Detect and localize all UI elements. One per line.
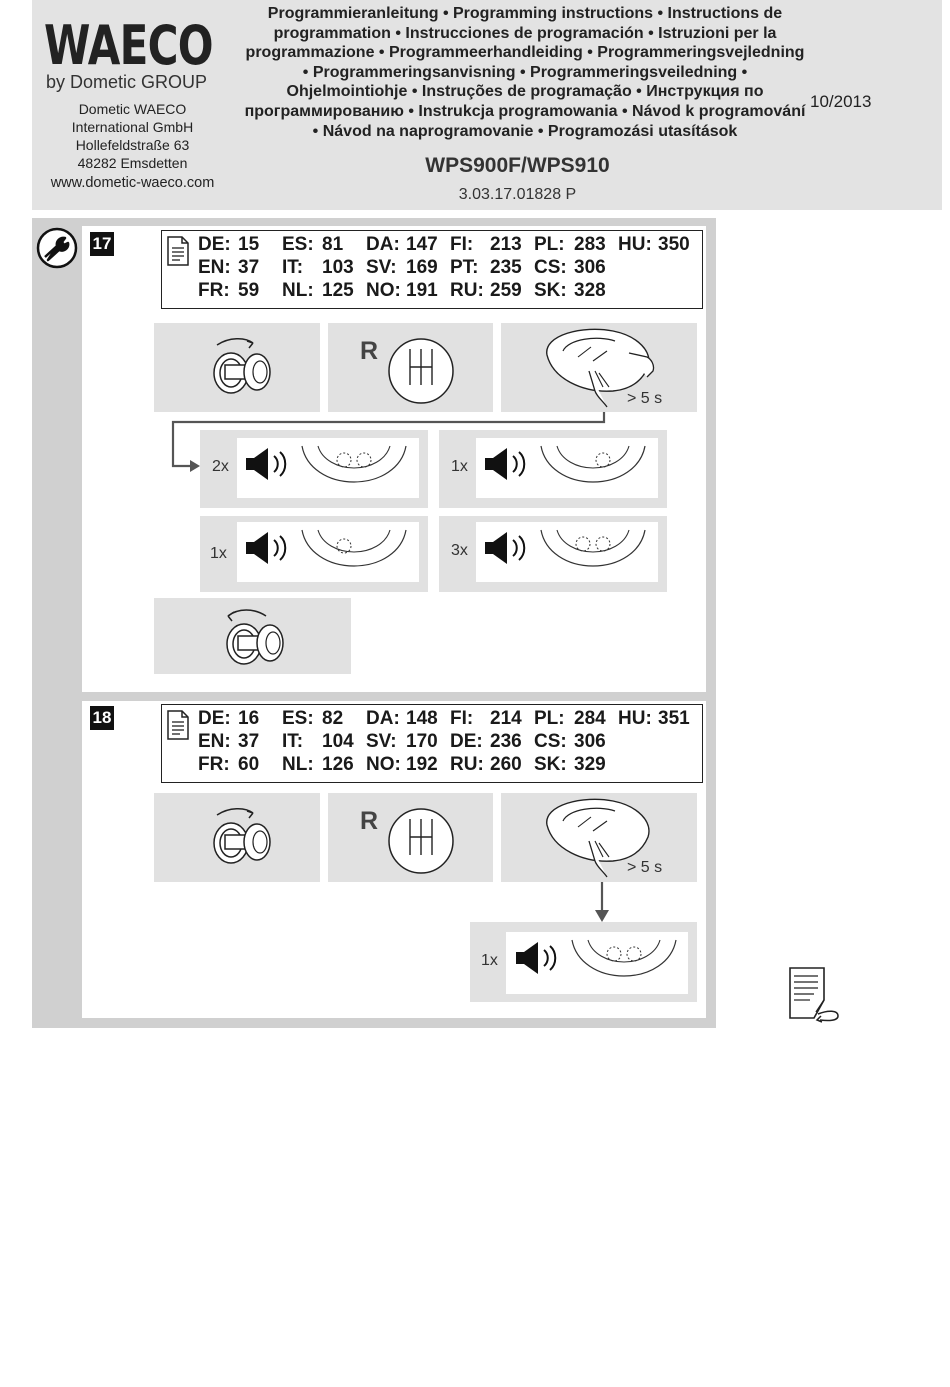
speaker-wheel-icon [514, 940, 682, 990]
address-line: Dometic WAECO [78, 101, 187, 117]
step-number: 17 [90, 232, 114, 256]
page-number: 16 [238, 708, 260, 729]
language-code: FR: [198, 280, 230, 302]
language-code: RU: [450, 754, 484, 776]
title-line: • Programmeringsanvisning • Programmeringsveiledning • [302, 63, 748, 81]
page-back-icon[interactable] [788, 966, 842, 1022]
page-number: 351 [658, 708, 690, 729]
gear-shift-icon [388, 807, 456, 875]
ignition-key-icon [209, 335, 275, 397]
ignition-on-tile [154, 323, 320, 412]
language-code: NL: [282, 754, 314, 776]
language-code: IT: [282, 257, 304, 279]
address-line: International GmbH [71, 119, 194, 135]
hold-duration: > 5 s [627, 859, 663, 876]
language-code: FI: [450, 708, 474, 729]
page-number: 284 [574, 708, 606, 729]
language-code: DA: [366, 234, 400, 255]
language-code: FI: [450, 234, 474, 255]
language-code: FR: [198, 754, 230, 776]
language-code: ES: [282, 708, 314, 729]
language-code: NL: [282, 280, 314, 302]
page-number: 306 [574, 257, 606, 279]
page-number: 350 [658, 234, 690, 255]
part-number: 3.03.17.01828 P [458, 186, 577, 203]
speaker-wheel-icon [483, 530, 651, 580]
language-code: PL: [534, 708, 565, 729]
ignition-on-tile [154, 793, 320, 882]
signal-count: 1x [451, 458, 468, 475]
language-code: IT: [282, 731, 304, 753]
language-code: DE: [198, 234, 231, 255]
page-number: 126 [322, 754, 354, 776]
press-button-tile [501, 793, 697, 882]
language-code: PL: [534, 234, 565, 255]
step-number: 18 [90, 706, 114, 730]
logo-tagline: by Dometic GROUP [46, 72, 208, 92]
signal-tile [200, 516, 428, 592]
title-line: программированию • Instrukcja programowania • Návod k programování [244, 102, 806, 120]
page-number: 235 [490, 257, 522, 279]
language-code: RU: [450, 280, 484, 302]
signal-count: 1x [210, 545, 227, 562]
title-line: • Návod na naprogramovanie • Programozási utasítások [312, 122, 738, 140]
page-number: 169 [406, 257, 438, 279]
page-number: 214 [490, 708, 522, 729]
page-number: 192 [406, 754, 438, 776]
page-number: 191 [406, 280, 438, 302]
model-name: WPS900F/WPS910 [425, 154, 610, 177]
page-number: 236 [490, 731, 522, 753]
language-code: HU: [618, 234, 652, 255]
language-code: SK: [534, 754, 567, 776]
page-number: 59 [238, 280, 260, 302]
speaker-wheel-icon [483, 446, 651, 496]
language-code: DE: [198, 708, 231, 729]
reverse-gear-tile [328, 323, 493, 412]
page-number: 125 [322, 280, 354, 302]
address-line: 48282 Emsdetten [77, 155, 188, 171]
language-code: CS: [534, 257, 567, 279]
reverse-gear-label: R [360, 807, 379, 835]
page-number: 260 [490, 754, 522, 776]
language-code: HU: [618, 708, 652, 729]
signal-count: 2x [212, 458, 229, 475]
signal-tile [470, 922, 697, 1002]
page-number: 104 [322, 731, 354, 753]
language-code: EN: [198, 731, 231, 753]
reverse-gear-tile [328, 793, 493, 882]
title-line: Programmieranleitung • Programming instructions • Instructions de [267, 5, 783, 22]
page-number: 283 [574, 234, 606, 255]
language-code: DE: [450, 731, 483, 753]
language-code: NO: [366, 280, 401, 302]
page-number: 37 [238, 257, 260, 279]
ignition-off-tile [154, 598, 351, 674]
page-number: 147 [406, 234, 438, 255]
language-code: SK: [534, 280, 567, 302]
page-number: 37 [238, 731, 260, 753]
language-code: SV: [366, 731, 397, 753]
language-code: PT: [450, 257, 479, 279]
issue-date: 10/2013 [810, 92, 872, 111]
wrench-icon [36, 227, 78, 269]
page-number: 306 [574, 731, 606, 753]
address-line: Hollefeldstraße 63 [75, 137, 190, 153]
page-number: 81 [322, 234, 344, 255]
page-reference-box [161, 704, 703, 783]
hold-duration: > 5 s [627, 390, 663, 407]
signal-tile [200, 430, 428, 508]
ignition-key-icon [222, 606, 288, 668]
page-number: 103 [322, 257, 354, 279]
flow-arrow [594, 882, 610, 924]
page-number: 170 [406, 731, 438, 753]
title-line: programmation • Instrucciones de programación • Istruzioni per la [273, 24, 777, 42]
press-button-tile [501, 323, 697, 412]
speaker-wheel-icon [244, 446, 412, 496]
language-code: ES: [282, 234, 314, 255]
page-number: 213 [490, 234, 522, 255]
waeco-logo: WAECO [44, 14, 213, 77]
language-code: EN: [198, 257, 231, 279]
title-line: Ohjelmointiohje • Instruções de programação • Инструкция по [286, 83, 764, 101]
website[interactable]: www.dometic-waeco.com [50, 175, 215, 191]
page-number: 148 [406, 708, 438, 729]
page-number: 60 [238, 754, 260, 776]
signal-tile [439, 516, 667, 592]
language-code: NO: [366, 754, 401, 776]
page-reference-box [161, 230, 703, 309]
document-icon [167, 710, 189, 740]
page-number: 15 [238, 234, 260, 255]
signal-tile [439, 430, 667, 508]
page-number: 328 [574, 280, 606, 302]
signal-count: 1x [481, 952, 498, 969]
document-icon [167, 236, 189, 266]
title-line: programmazione • Programmeerhandleiding • Programmeringsvejledning [245, 44, 805, 62]
page-number: 259 [490, 280, 522, 302]
ignition-key-icon [209, 805, 275, 867]
page-number: 82 [322, 708, 344, 729]
page-number: 329 [574, 754, 606, 776]
speaker-wheel-icon [244, 530, 412, 580]
document-title [230, 4, 820, 141]
gear-shift-icon [388, 337, 456, 405]
signal-count: 3x [451, 542, 468, 559]
language-code: DA: [366, 708, 400, 729]
language-code: CS: [534, 731, 567, 753]
language-code: SV: [366, 257, 397, 279]
reverse-gear-label: R [360, 337, 379, 365]
